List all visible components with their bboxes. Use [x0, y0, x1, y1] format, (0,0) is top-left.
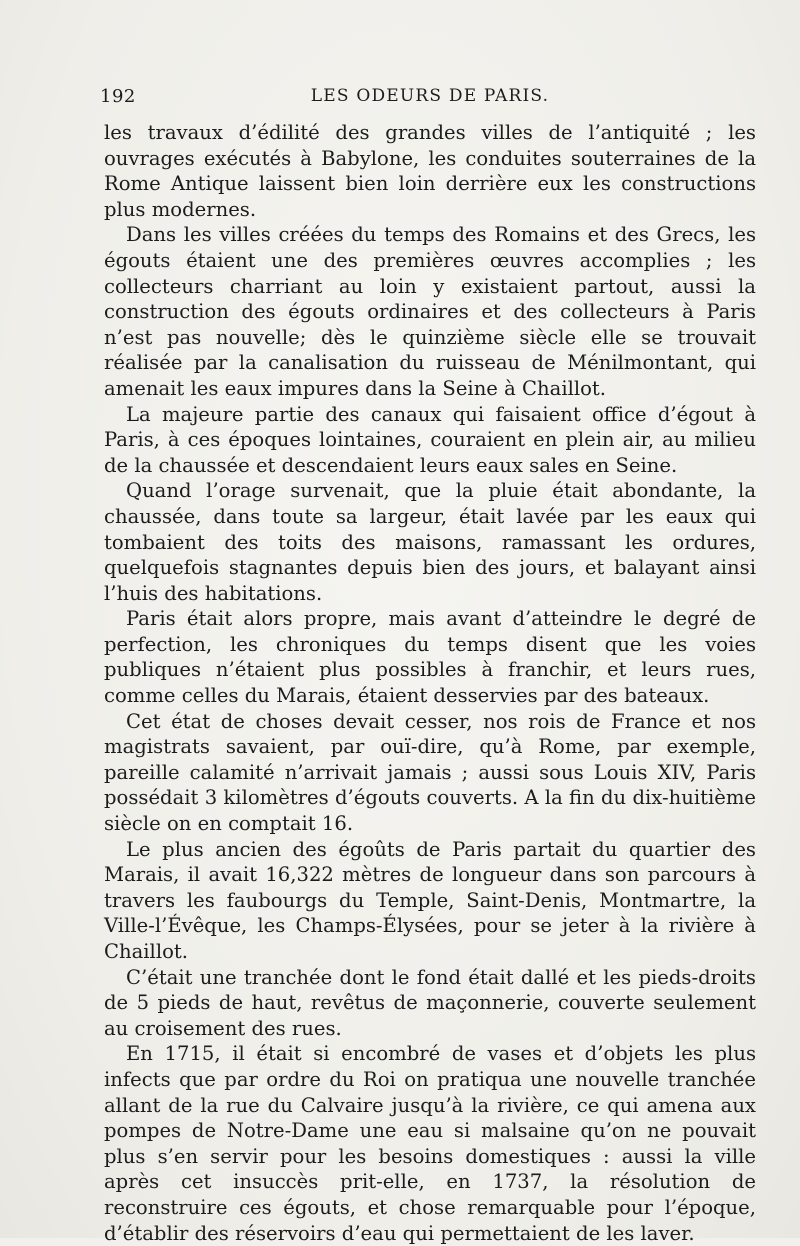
paragraph-7: Le plus ancien des égoûts de Paris partait du quartier des Marais, il avait 16,322 mètres de longueur dans son parcours à travers les faubourgs du Temple, Saint-Denis, Montmartre, la Ville-l’Évêque, les Champs-Élysées, pour se jeter à la rivière à Chaillot. [104, 837, 756, 963]
paragraph-3: La majeure partie des canaux qui faisaient office d’égout à Paris, à ces époques lointaines, couraient en plein air, au milieu de la chaussée et descendaient leurs eaux sales en Seine. [104, 402, 756, 477]
paragraph-5: Paris était alors propre, mais avant d’atteindre le degré de perfection, les chroniques du temps disent que les voies publiques n’étaient plus possibles à franchir, et leurs rues, comme celles du Marais, étaient desservies par des bateaux. [104, 607, 756, 708]
paragraph-4: Quand l’orage survenait, que la pluie était abondante, la chaussée, dans toute sa largeur, était lavée par les eaux qui tombaient des toits des maisons, ramassant les ordures, quelquefois stagnantes depuis bien des jours, et balayant ainsi l’huis des habitations. [104, 479, 756, 605]
page-header [100, 86, 760, 116]
paragraph-8: C’était une tranchée dont le fond était dallé et les pieds-droits de 5 pieds de haut, revêtus de maçonnerie, couverte seulement au croisement des rues. [104, 965, 756, 1040]
running-title: LES ODEURS DE PARIS. [310, 86, 550, 106]
paragraph-9: En 1715, il était si encombré de vases et d’objets les plus infects que par ordre du Roi on pratiqua une nouvelle tranchée allant de la rue du Calvaire jusqu’à la rivière, ce qui amena aux pompes de Notre-Dame une eau si malsaine qu’on ne pouvait plus s’en servir pour les besoins domestiques : aussi la ville après cet insuccès prit-elle, en 1737, la résolution de reconstruire ces égouts, et chose remarquable pour l’époque, d’établir des réservoirs d’eau qui permettaient de les laver. [104, 1042, 756, 1245]
paragraph-6: Cet état de choses devait cesser, nos rois de France et nos magistrats savaient, par ouï-dire, qu’à Rome, par exemple, pareille calamité n’arrivait jamais ; aussi sous Louis XIV, Paris possédait 3 kilomètres d’égouts couverts. A la fin du dix-huitième siècle on en comptait 16. [104, 709, 756, 836]
paragraph-2: Dans les villes créées du temps des Romains et des Grecs, les égouts étaient une des premières œuvres accomplies ; les collecteurs charriant au loin y existaient partout, aussi la construction des égouts ordinaires et des collecteurs à Paris n’est pas nouvelle; dès le quinzième siècle elle se trouvait réalisée par la canalisation du ruisseau de Ménilmontant, qui amenait les eaux impures dans la Seine à Chaillot. [104, 223, 756, 400]
page-number: 192 [100, 86, 136, 107]
body-text [104, 120, 756, 1246]
paragraph-1: les travaux d’édilité des grandes villes de l’antiquité ; les ouvrages exécutés à Babylone, les conduites souterraines de la Rome Antique laissent bien loin derrière eux les constructions plus modernes. [104, 121, 756, 221]
